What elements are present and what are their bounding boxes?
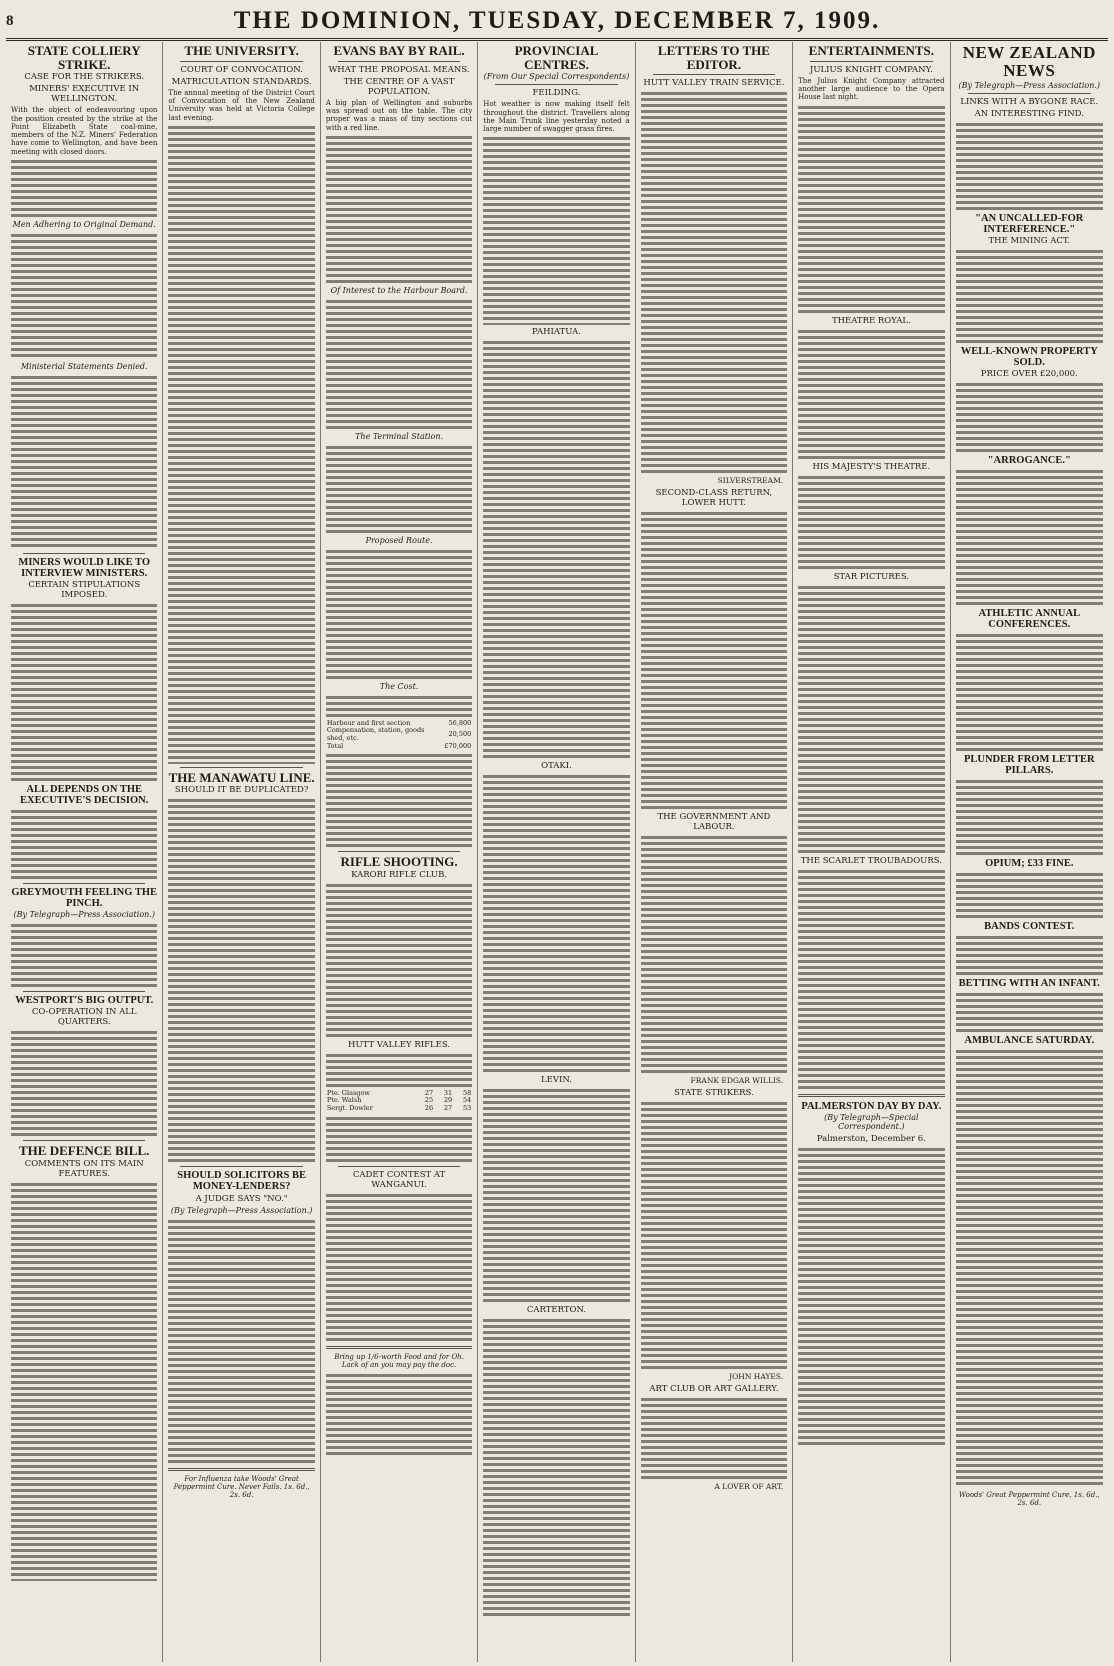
advertisement: Bring up 1/6-worth Food and for Oh. Lack of an you may pay the doc. — [334, 1352, 464, 1369]
advertisement: For Influenza take Woods' Great Peppermint Cure. Never Fails. 1s. 6d., 2s. 6d. — [173, 1474, 310, 1499]
text-block — [168, 1218, 314, 1464]
text-block — [483, 773, 629, 1073]
column-1 — [6, 42, 163, 1662]
text-block — [798, 328, 944, 460]
subhead: CADET CONTEST AT WANGANUI. — [352, 1169, 446, 1190]
text-block — [326, 1372, 472, 1456]
subhead: Of Interest to the Harbour Board. — [330, 285, 468, 295]
newspaper-title: THE DOMINION, TUESDAY, DECEMBER 7, 1909. — [233, 7, 881, 34]
page-number: 8 — [6, 12, 14, 29]
text-block — [956, 632, 1103, 752]
subhead: THE CENTRE OF A VAST POPULATION. — [343, 76, 455, 97]
subhead: STATE STRIKERS. — [674, 1088, 754, 1099]
text-block — [11, 602, 157, 782]
text-block — [956, 468, 1103, 606]
text-block — [956, 991, 1103, 1033]
subhead: The Cost. — [379, 681, 419, 691]
subhead: LEVIN. — [541, 1075, 572, 1086]
headline-betting-infant: BETTING WITH AN INFANT. — [958, 977, 1100, 989]
table-row: Compensation, station, goods shed, etc. 20,500 — [326, 726, 472, 743]
letter-signature: SILVERSTREAM. — [717, 476, 784, 486]
text-block — [11, 232, 157, 360]
subhead: SECOND-CLASS RETURN, LOWER HUTT. — [655, 488, 773, 509]
text-block — [11, 1181, 157, 1581]
headline-entertainments: ENTERTAINMENTS. — [808, 43, 935, 58]
text-block — [326, 298, 472, 430]
subhead: AN INTERESTING FIND. — [974, 108, 1084, 119]
text-block — [798, 868, 944, 1090]
text-block — [956, 121, 1103, 211]
headline-evans-bay: EVANS BAY BY RAIL. — [333, 43, 465, 58]
headline-miners-interview: MINERS WOULD LIKE TO INTERVIEW MINISTERS. — [18, 557, 150, 580]
headline-plunder: PLUNDER FROM LETTER PILLARS. — [963, 753, 1095, 776]
subhead: PAHIATUA. — [532, 327, 581, 338]
text-block — [641, 1100, 787, 1370]
text-block — [11, 808, 157, 880]
letter-signature: JOHN HAYES. — [729, 1372, 784, 1382]
wire-credit: (By Telegraph—Press Association.) — [170, 1205, 313, 1215]
text-block — [641, 1396, 787, 1480]
table-row: Pte. Glasgow 27 31 58 — [326, 1088, 472, 1097]
text-block — [11, 374, 157, 550]
headline-executive-decision: ALL DEPENDS ON THE EXECUTIVE'S DECISION. — [20, 784, 149, 807]
subhead: WHAT THE PROPOSAL MEANS. — [328, 64, 470, 75]
text-block — [326, 444, 472, 534]
subhead: Proposed Route. — [365, 535, 433, 545]
headline-letters-to-editor: LETTERS TO THE EDITOR. — [657, 43, 770, 72]
headline-manawatu-line: THE MANAWATU LINE. — [168, 769, 315, 785]
wire-credit: (By Telegraph—Press Association.) — [13, 910, 155, 920]
text-block — [326, 1115, 472, 1163]
text-block — [11, 922, 157, 988]
article-lead: Hot weather is now making itself felt throughout the district. Travellers along the Main Trunk line yesterday noted a large number of swagger grass fires. — [483, 100, 630, 134]
subhead: KARORI RIFLE CLUB. — [351, 869, 448, 880]
headline-university: THE UNIVERSITY. — [184, 43, 299, 58]
subhead: The Terminal Station. — [355, 431, 444, 441]
subhead: HUTT VALLEY TRAIN SERVICE. — [643, 78, 785, 89]
text-block — [326, 882, 472, 1038]
text-block — [326, 548, 472, 680]
text-block — [798, 474, 944, 570]
text-block — [11, 1029, 157, 1137]
headline-westport: WESTPORT'S BIG OUTPUT. — [15, 995, 154, 1007]
wire-credit: (By Telegraph—Special Correspondent.) — [824, 1112, 919, 1131]
subhead: MATRICULATION STANDARDS. — [171, 76, 312, 87]
text-block — [326, 134, 472, 284]
subhead: FEILDING. — [532, 88, 581, 99]
results-table — [326, 1090, 472, 1113]
subhead: CO-OPERATION IN ALL QUARTERS. — [31, 1007, 137, 1028]
subhead: JULIUS KNIGHT COMPANY. — [809, 64, 933, 75]
masthead — [6, 4, 1108, 41]
subhead: THE SCARLET TROUBADOURS. — [800, 855, 942, 866]
subhead: THE MINING ACT. — [988, 235, 1071, 246]
text-block — [641, 90, 787, 474]
text-block — [168, 124, 314, 764]
headline-uncalled-for: "AN UNCALLED-FOR INTERFERENCE." — [975, 212, 1084, 235]
text-block — [483, 339, 629, 759]
headline-arrogance: "ARROGANCE." — [987, 454, 1071, 466]
subhead: CARTERTON. — [526, 1305, 587, 1316]
column-3 — [321, 42, 478, 1662]
text-block — [326, 1052, 472, 1088]
subhead: THE GOVERNMENT AND LABOUR. — [657, 812, 771, 833]
headline-athletic: ATHLETIC ANNUAL CONFERENCES. — [978, 607, 1081, 630]
table-row: Pte. Walsh 25 29 54 — [326, 1096, 472, 1105]
subhead: THEATRE ROYAL. — [831, 315, 911, 326]
headline-opium: OPIUM; £33 FINE. — [985, 857, 1074, 869]
subhead: Ministerial Statements Denied. — [20, 362, 148, 372]
subhead: ART CLUB OR ART GALLERY. — [649, 1384, 779, 1395]
subhead: LINKS WITH A BYGONE RACE. — [960, 96, 1099, 107]
headline-nz-news: NEW ZEALAND NEWS — [962, 43, 1096, 80]
text-block — [641, 510, 787, 810]
headline-colliery-strike: STATE COLLIERY STRIKE. — [27, 43, 141, 72]
advertisement: Woods' Great Peppermint Cure, 1s. 6d., 2s. 6d. — [958, 1490, 1100, 1507]
letter-signature: FRANK EDGAR WILLIS. — [690, 1076, 784, 1086]
text-block — [641, 834, 787, 1074]
headline-bands-contest: BANDS CONTEST. — [984, 920, 1075, 932]
column-2 — [163, 42, 320, 1662]
subhead: Men Adhering to Original Demand. — [12, 220, 156, 230]
subhead: SHOULD IT BE DUPLICATED? — [174, 785, 309, 796]
text-block — [326, 752, 472, 848]
wire-credit: (By Telegraph—Press Association.) — [958, 80, 1101, 90]
subhead: STAR PICTURES. — [833, 571, 910, 582]
text-block — [956, 934, 1103, 976]
text-block — [168, 797, 314, 1163]
letter-signature: A LOVER OF ART. — [714, 1482, 784, 1492]
headline-defence-bill: THE DEFENCE BILL. — [19, 1143, 150, 1159]
text-block — [956, 381, 1103, 453]
subhead: COURT OF CONVOCATION. — [180, 64, 303, 75]
text-block — [483, 1087, 629, 1303]
table-row: Sergt. Dowler 26 27 53 — [326, 1104, 472, 1113]
text-block — [326, 694, 472, 718]
text-block — [11, 158, 157, 218]
table-row: Harbour and first section 56,800 — [326, 718, 472, 727]
text-block — [956, 1048, 1103, 1488]
headline-solicitors: SHOULD SOLICITORS BE MONEY-LENDERS? — [177, 1170, 307, 1193]
cost-table — [326, 720, 472, 750]
article-lead: A big plan of Wellington and suburbs was spread out on the table. The city proper was a mass of tiny sections cut with a red line. — [325, 98, 473, 132]
subhead: CASE FOR THE STRIKERS. — [24, 72, 145, 83]
column-5 — [636, 42, 793, 1662]
text-block — [483, 1317, 629, 1617]
text-block — [326, 1192, 472, 1342]
text-block — [956, 871, 1103, 919]
text-block — [483, 135, 629, 325]
subhead: OTAKI. — [541, 761, 572, 772]
article-lead: The annual meeting of the District Court of Convocation of the New Zealand University was held at Victoria College last evening. — [168, 88, 315, 122]
column-4 — [478, 42, 635, 1662]
subhead: HIS MAJESTY'S THEATRE. — [812, 461, 931, 472]
text-block — [798, 584, 944, 854]
text-block — [798, 1146, 944, 1446]
headline-rifle-shooting: RIFLE SHOOTING. — [340, 854, 458, 870]
article-lead: With the object of endeavouring upon the position created by the strike at the Point Elizabeth State coal-mine, members of the N.Z. Miners' Federation have come to Wellington, and have been meeting with closed doors. — [11, 106, 158, 156]
subhead: (From Our Special Correspondents) — [483, 72, 630, 82]
headline-property-sold: WELL-KNOWN PROPERTY SOLD. — [960, 345, 1098, 368]
dateline: Palmerston, December 6. — [816, 1133, 926, 1144]
columns — [6, 42, 1108, 1662]
column-7 — [951, 42, 1108, 1662]
subhead: MINERS' EXECUTIVE IN WELLINGTON. — [29, 84, 140, 105]
subhead: A JUDGE SAYS "NO." — [195, 1193, 288, 1204]
article-lead: The Julius Knight Company attracted another large audience to the Opera House last night. — [798, 76, 945, 102]
subhead: COMMENTS ON ITS MAIN FEATURES. — [24, 1158, 144, 1179]
subhead: HUTT VALLEY RIFLES. — [348, 1039, 451, 1050]
headline-provincial-centres: PROVINCIAL CENTRES. — [514, 43, 599, 72]
subhead: CERTAIN STIPULATIONS IMPOSED. — [28, 580, 141, 601]
headline-greymouth: GREYMOUTH FEELING THE PINCH. — [11, 887, 158, 910]
text-block — [956, 248, 1103, 344]
column-6 — [793, 42, 950, 1662]
text-block — [798, 104, 944, 314]
table-row: Total £70,000 — [326, 741, 472, 750]
text-block — [956, 778, 1103, 856]
subhead: PRICE OVER £20,000. — [980, 368, 1078, 379]
headline-palmerston: PALMERSTON DAY BY DAY. — [801, 1100, 942, 1112]
headline-ambulance: AMBULANCE SATURDAY. — [964, 1034, 1095, 1046]
